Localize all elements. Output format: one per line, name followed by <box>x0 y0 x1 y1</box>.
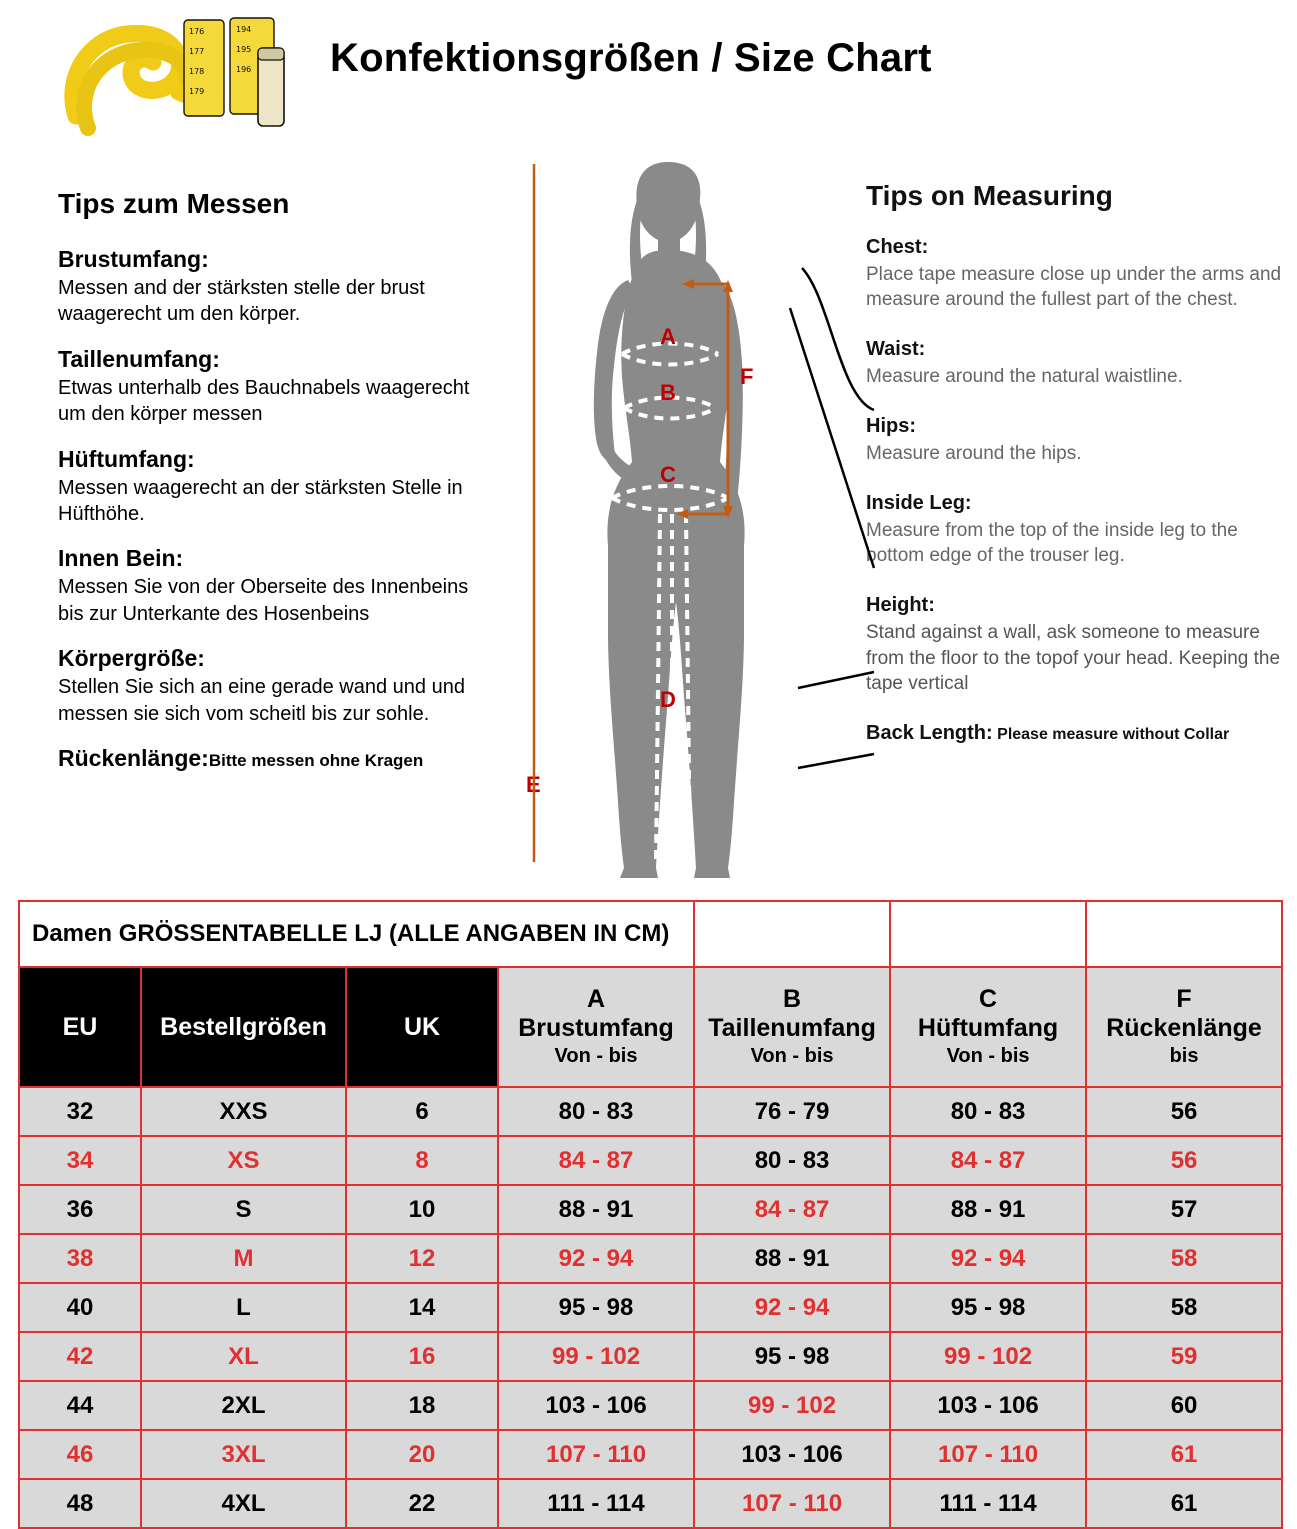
svg-text:195: 195 <box>236 45 252 54</box>
size-table <box>18 900 1283 1529</box>
cell-order-size: 4XL <box>141 1479 346 1528</box>
tip-desc: Measure from the top of the inside leg to the bottom edge of the trouser leg. <box>866 520 1238 567</box>
svg-text:194: 194 <box>236 25 252 34</box>
marker-F: F <box>740 364 754 389</box>
cell-chest: 80 - 83 <box>498 1087 694 1136</box>
cell-hips: 107 - 110 <box>890 1430 1086 1479</box>
tip-hips <box>866 415 1286 466</box>
table-row <box>19 1234 1282 1283</box>
cell-uk: 10 <box>346 1185 498 1234</box>
cell-uk: 20 <box>346 1430 498 1479</box>
cell-chest: 107 - 110 <box>498 1430 694 1479</box>
cell-hips: 103 - 106 <box>890 1381 1086 1430</box>
tips-german <box>58 188 488 772</box>
cell-chest: 99 - 102 <box>498 1332 694 1381</box>
tips-and-figure <box>0 148 1297 893</box>
cell-order-size: S <box>141 1185 346 1234</box>
table-body <box>19 1087 1282 1528</box>
cell-back-length: 58 <box>1086 1234 1282 1283</box>
cell-back-length: 57 <box>1086 1185 1282 1234</box>
cell-waist: 103 - 106 <box>694 1430 890 1479</box>
cell-hips: 88 - 91 <box>890 1185 1086 1234</box>
svg-text:178: 178 <box>189 67 205 76</box>
cell-uk: 12 <box>346 1234 498 1283</box>
tip-desc: Measure around the natural waistline. <box>866 366 1183 388</box>
tip-term: Back Length: <box>866 721 993 744</box>
cell-eu: 38 <box>19 1234 141 1283</box>
page-title: Konfektionsgrößen / Size Chart <box>330 36 932 80</box>
table-row <box>19 1185 1282 1234</box>
cell-back-length: 59 <box>1086 1332 1282 1381</box>
column-header-uk: UK <box>346 967 498 1087</box>
cell-uk: 8 <box>346 1136 498 1185</box>
table-row <box>19 1136 1282 1185</box>
tip-desc: Etwas unterhalb des Bauchnabels waagerecht um den körper messen <box>58 376 470 426</box>
tip-taillenumfang <box>58 346 488 428</box>
tape-measure-icon <box>58 8 288 140</box>
marker-A: A <box>660 324 676 349</box>
cell-order-size: 2XL <box>141 1381 346 1430</box>
tip-desc: Messen and der stärksten stelle der brust waagerecht um den körper. <box>58 277 425 326</box>
column-header-taillenumfang: B Taillenumfang Von - bis <box>694 967 890 1087</box>
tip-desc: Please measure without Collar <box>997 725 1230 743</box>
cell-uk: 18 <box>346 1381 498 1430</box>
svg-text:177: 177 <box>189 47 205 56</box>
cell-waist: 88 - 91 <box>694 1234 890 1283</box>
cell-hips: 92 - 94 <box>890 1234 1086 1283</box>
table-title: Damen GRÖSSENTABELLE LJ (ALLE ANGABEN IN CM) <box>19 901 694 967</box>
cell-chest: 95 - 98 <box>498 1283 694 1332</box>
column-header-bestellgroessen: Bestellgrößen <box>141 967 346 1087</box>
tip-term: Inside Leg: <box>866 492 972 515</box>
cell-back-length: 60 <box>1086 1381 1282 1430</box>
table-row <box>19 1381 1282 1430</box>
cell-chest: 111 - 114 <box>498 1479 694 1528</box>
tip-desc: Stellen Sie sich an eine gerade wand und und messen sie sich vom scheitl bis zur sohle. <box>58 676 465 725</box>
cell-waist: 107 - 110 <box>694 1479 890 1528</box>
tip-ruckenlange <box>58 745 488 772</box>
cell-uk: 14 <box>346 1283 498 1332</box>
cell-eu: 48 <box>19 1479 141 1528</box>
tip-term: Hüftumfang: <box>58 445 195 472</box>
tips-english-heading: Tips on Measuring <box>866 180 1113 211</box>
cell-eu: 42 <box>19 1332 141 1381</box>
tip-desc: Bitte messen ohne Kragen <box>208 750 424 770</box>
tip-term: Innen Bein: <box>58 545 184 572</box>
cell-chest: 84 - 87 <box>498 1136 694 1185</box>
table-row <box>19 1479 1282 1528</box>
table-row <box>19 1087 1282 1136</box>
tip-brustumfang <box>58 246 488 328</box>
svg-text:196: 196 <box>236 65 252 74</box>
table-row <box>19 1332 1282 1381</box>
tip-term: Hips: <box>866 415 916 438</box>
column-header-brustumfang: A Brustumfang Von - bis <box>498 967 694 1087</box>
marker-D: D <box>660 687 676 712</box>
cell-back-length: 61 <box>1086 1479 1282 1528</box>
tip-desc: Messen waagerecht an der stärksten Stelle in Hüfthöhe. <box>58 476 463 525</box>
cell-hips: 95 - 98 <box>890 1283 1086 1332</box>
cell-back-length: 61 <box>1086 1430 1282 1479</box>
tip-back-length <box>866 722 1286 745</box>
tip-inside-leg <box>866 492 1286 568</box>
tip-term: Waist: <box>866 338 926 361</box>
tip-term: Chest: <box>866 236 929 258</box>
table-title-row <box>19 901 1282 967</box>
tip-desc: Stand against a wall, ask someone to measure from the floor to the topof your head. Keeping the tape vertical <box>866 622 1281 694</box>
marker-E: E <box>526 772 541 797</box>
marker-C: C <box>660 462 676 487</box>
tip-desc: Messen Sie von der Oberseite des Innenbeins bis zur Unterkante des Hosenbeins <box>58 576 469 625</box>
page-header <box>0 0 1297 148</box>
table-title-blank <box>694 901 890 967</box>
cell-uk: 22 <box>346 1479 498 1528</box>
cell-hips: 111 - 114 <box>890 1479 1086 1528</box>
cell-back-length: 56 <box>1086 1087 1282 1136</box>
table-header-row <box>19 967 1282 1087</box>
tip-desc: Place tape measure close up under the arms and measure around the fullest part of the chest. <box>866 264 1282 311</box>
tip-waist <box>866 338 1286 389</box>
table-row <box>19 1430 1282 1479</box>
tip-chest <box>866 236 1286 312</box>
cell-order-size: 3XL <box>141 1430 346 1479</box>
cell-hips: 99 - 102 <box>890 1332 1086 1381</box>
tip-innenbein <box>58 545 488 627</box>
cell-back-length: 56 <box>1086 1136 1282 1185</box>
cell-waist: 80 - 83 <box>694 1136 890 1185</box>
cell-uk: 16 <box>346 1332 498 1381</box>
cell-order-size: M <box>141 1234 346 1283</box>
cell-waist: 92 - 94 <box>694 1283 890 1332</box>
cell-eu: 46 <box>19 1430 141 1479</box>
cell-waist: 99 - 102 <box>694 1381 890 1430</box>
cell-eu: 36 <box>19 1185 141 1234</box>
tip-desc: Measure around the hips. <box>866 443 1082 465</box>
svg-text:176: 176 <box>189 27 205 36</box>
cell-chest: 103 - 106 <box>498 1381 694 1430</box>
column-header-eu: EU <box>19 967 141 1087</box>
cell-eu: 44 <box>19 1381 141 1430</box>
tips-german-heading: Tips zum Messen <box>58 188 290 219</box>
cell-chest: 92 - 94 <box>498 1234 694 1283</box>
cell-eu: 40 <box>19 1283 141 1332</box>
table-title-blank <box>1086 901 1282 967</box>
size-table-container <box>18 900 1280 1529</box>
cell-order-size: XXS <box>141 1087 346 1136</box>
tip-term: Brustumfang: <box>58 246 209 272</box>
female-body-silhouette <box>500 162 860 882</box>
cell-hips: 80 - 83 <box>890 1087 1086 1136</box>
tip-term: Rückenlänge: <box>58 744 209 771</box>
cell-back-length: 58 <box>1086 1283 1282 1332</box>
column-header-ruckenlange: F Rückenlänge bis <box>1086 967 1282 1087</box>
column-header-hueftumfang: C Hüftumfang Von - bis <box>890 967 1086 1087</box>
cell-order-size: XL <box>141 1332 346 1381</box>
cell-order-size: L <box>141 1283 346 1332</box>
cell-waist: 95 - 98 <box>694 1332 890 1381</box>
cell-eu: 34 <box>19 1136 141 1185</box>
tip-term: Körpergröße: <box>58 645 205 672</box>
tip-term: Taillenumfang: <box>58 345 220 372</box>
cell-waist: 84 - 87 <box>694 1185 890 1234</box>
marker-B: B <box>660 380 676 405</box>
svg-text:179: 179 <box>189 87 205 96</box>
tip-hueftumfang <box>58 446 488 528</box>
cell-uk: 6 <box>346 1087 498 1136</box>
tip-term: Height: <box>866 594 935 617</box>
cell-waist: 76 - 79 <box>694 1087 890 1136</box>
cell-hips: 84 - 87 <box>890 1136 1086 1185</box>
table-row <box>19 1283 1282 1332</box>
tip-height <box>866 594 1286 695</box>
cell-eu: 32 <box>19 1087 141 1136</box>
cell-chest: 88 - 91 <box>498 1185 694 1234</box>
table-title-blank <box>890 901 1086 967</box>
tips-english <box>866 180 1286 745</box>
tip-koerpergroesse <box>58 645 488 727</box>
cell-order-size: XS <box>141 1136 346 1185</box>
